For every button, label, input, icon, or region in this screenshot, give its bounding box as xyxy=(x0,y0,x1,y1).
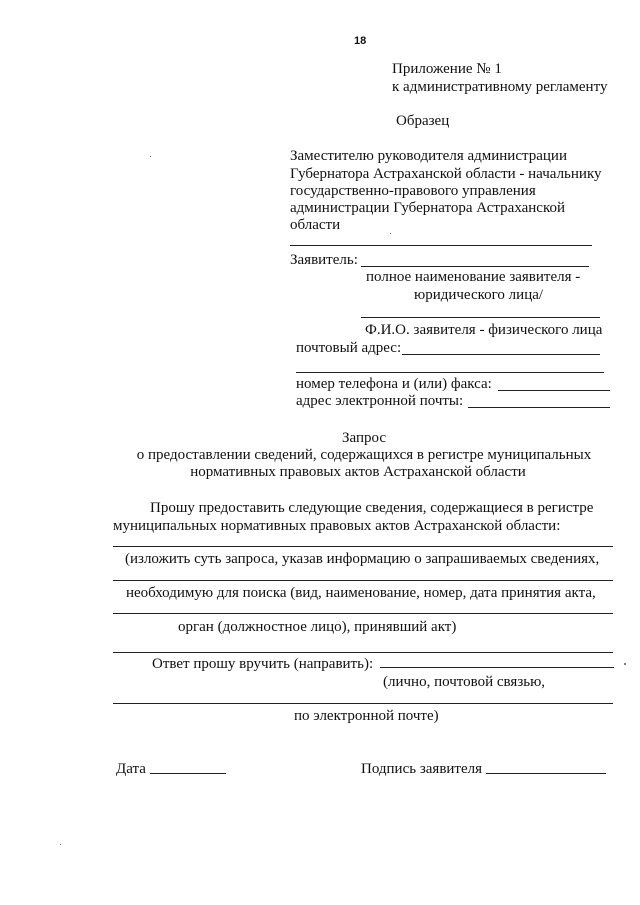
delivery-hint: (лично, почтовой связью, xyxy=(383,674,546,690)
request-line[interactable] xyxy=(113,580,613,581)
request-hint: (изложить суть запроса, указав информацию о запрашиваемых сведениях, xyxy=(125,551,600,567)
postal-address-label: почтовый адрес: xyxy=(296,340,402,356)
legal-entity-hint: полное наименование заявителя - xyxy=(366,269,581,285)
sample-label: Образец xyxy=(396,113,450,129)
request-hint: необходимую для поиска (вид, наименование, номер, дата принятия акта, xyxy=(126,585,596,601)
body-text: Прошу предоставить следующие сведения, содержащиеся в регистре xyxy=(150,500,594,516)
request-title: Запрос xyxy=(341,430,387,446)
addressee-line: администрации Губернатора Астраханской xyxy=(290,200,566,216)
request-hint: орган (должностное лицо), принявший акт) xyxy=(178,619,457,635)
phone-fax-label: номер телефона и (или) факса: xyxy=(296,376,492,392)
addressee-line: государственно-правового управления xyxy=(290,183,536,199)
phone-fax-line[interactable] xyxy=(498,390,610,391)
postal-address-line[interactable] xyxy=(402,354,600,355)
date-line[interactable] xyxy=(150,773,226,774)
body-text: муниципальных нормативных правовых актов Астраханской области: xyxy=(113,518,561,534)
legal-entity-hint: юридического лица/ xyxy=(414,287,544,303)
scan-speck xyxy=(150,156,151,157)
delivery-hint: по электронной почте) xyxy=(294,708,439,724)
email-label: адрес электронной почты: xyxy=(296,393,464,409)
page-number: 18 xyxy=(354,35,367,47)
addressee-line: области xyxy=(290,217,341,233)
scan-speck xyxy=(390,233,391,234)
physical-person-hint: Ф.И.О. заявителя - физического лица xyxy=(365,322,603,338)
delivery-line[interactable] xyxy=(113,703,613,704)
request-line[interactable] xyxy=(113,546,613,547)
scan-speck xyxy=(60,844,61,845)
physical-name-line[interactable] xyxy=(361,317,600,318)
delivery-label: Ответ прошу вручить (направить): xyxy=(152,656,374,672)
appendix-title: Приложение № 1 xyxy=(392,61,502,77)
email-line[interactable] xyxy=(468,407,610,408)
postal-address-line-2[interactable] xyxy=(296,372,604,373)
blank-line xyxy=(290,245,592,246)
applicant-label: Заявитель: xyxy=(290,252,358,268)
addressee-line: Губернатора Астраханской области - начальнику xyxy=(290,166,602,182)
delivery-line[interactable] xyxy=(380,667,614,668)
scan-speck xyxy=(624,663,626,665)
request-line[interactable] xyxy=(113,652,613,653)
signature-line[interactable] xyxy=(486,773,606,774)
request-line[interactable] xyxy=(113,613,613,614)
addressee-line: Заместителю руководителя администрации xyxy=(290,148,567,164)
request-subtitle: нормативных правовых актов Астраханской области xyxy=(190,464,526,480)
date-label: Дата xyxy=(116,761,146,777)
applicant-name-line[interactable] xyxy=(361,266,589,267)
appendix-subtitle: к административному регламенту xyxy=(392,79,608,95)
request-subtitle: о предоставлении сведений, содержащихся в регистре муниципальных xyxy=(136,447,592,463)
signature-label: Подпись заявителя xyxy=(361,761,483,777)
